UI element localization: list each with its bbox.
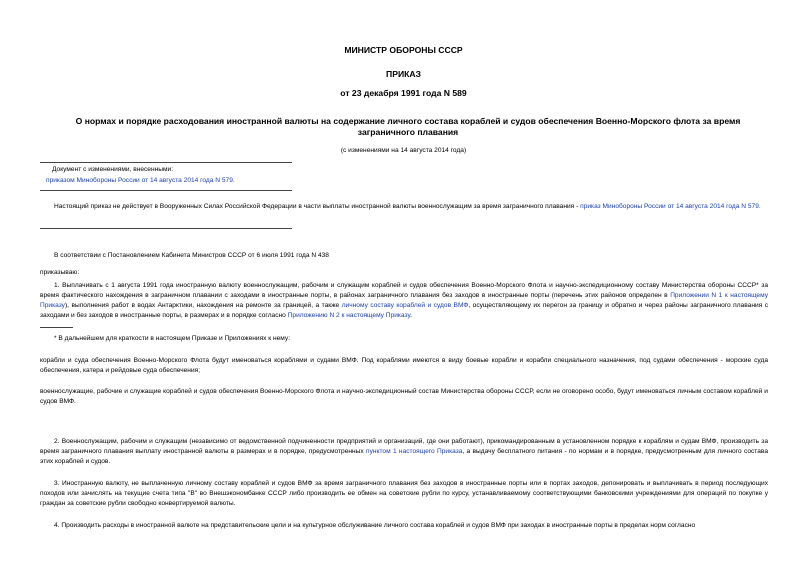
order-date: от 23 декабря 1991 года N 589 [340,88,467,98]
changes-link[interactable]: приказом Минобороны России от 14 августа 2014 года N 579. [46,177,235,184]
note-paragraph [40,202,768,212]
order-word: приказываю: [40,269,80,276]
note-text: Настоящий приказ не действует в Вооруженных Силах Российской Федерации в части выплаты иностранной валюты военнослужащим за время заграничного плавания - [54,203,579,210]
footnote-item-2: военнослужащие, рабочие и служащие кораблей и судов обеспечения Военно-Морского Флота и научно-экспедиционный состав Министерства обороны СССР, если не оговорено особо, будут именоваться личным составом кораблей и судов ВМФ. [40,388,768,405]
ministry-heading: МИНИСТР ОБОРОНЫ СССР [344,45,463,55]
document-title: О нормах и порядке расходования иностранной валюты на содержание личного состава кораблей и судов обеспечения Военно-Морского флота за время заграничного плавания [75,116,741,137]
basis-text: В соответствии с Постановлением Кабинета Министров СССР от 6 июля 1991 года N 438 [54,252,329,259]
footnote-item-1: корабли и суда обеспечения Военно-Морского Флота будут именоваться кораблями и судами ВМФ. Под кораблями имеются в виду боевые корабли и корабли специального назначения, под судами обеспечения - морские суда обеспечения, катера и рейдовые суда обеспечения; [40,357,768,374]
paragraph-1 [40,281,768,321]
divider [40,228,292,229]
document-subtitle: (с изменениями на 14 августа 2014 года) [340,147,467,154]
paragraph-2 [40,437,768,467]
p1-text-c: , осуществляющему их перегон за границу и обратно и через районы заграничного плавания с заходами и без заходов в иностранные порты, в размерах и в порядке согласно [40,301,768,319]
p1-text-b: ), выполнения работ в водах Антарктики, нахождения на ремонте за границей, а также [64,301,340,309]
p3-text: 3. Иностранную валюту, не выплаченную личному составу кораблей и судов ВМФ за время заграничного плавания без заходов в иностранные порты или в портах заходов, депонировать и выплачивать в период последующих походов или зачислять на текущие счета типа "В" во Внешэкономбанке СССР либо производить ее обмен на советские рубли по курсу, устанавливаемому соответствующими банковскими учреждениями для операций по покупке у граждан за советские рубли свободно конвертируемой валюты. [40,480,768,507]
p1-text-d: . [410,311,412,319]
footnote-head [40,334,768,344]
basis-paragraph [40,251,768,261]
footnote-divider [40,327,73,328]
paragraph-3 [40,479,768,509]
divider [40,190,292,191]
p1-text-a: 1. Выплачивать с 1 августа 1991 года иностранную валюту военнослужащим, рабочим и служащим кораблей и судов обеспечения Военно-Морского Флота и научно-экспедиционному составу Министерства обороны СССР* за время фактического нахождения в заграничном плавании с заходами в иностранные порты, в районах заграничного плавания без заходов в иностранные порты (перечень этих районов определен в [40,282,768,299]
p4-text: 4. Производить расходы в иностранной валюте на представительские цели и на культурное обслуживание личного состава кораблей и судов ВМФ при заходах в иностранные порты в пределах норм согласно [54,522,696,529]
appendix-1-link[interactable]: Приложении N 1 к настоящему Приказу [40,291,768,309]
p2-text-b: , а выдачу бесплатного питания - по нормам и в порядке, предусмотренным для личного состава этих кораблей и судов. [40,447,768,465]
clause-1-link[interactable]: пунктом 1 настоящего Приказа [366,447,463,455]
changes-label: Документ с изменениями, внесенными: [52,166,174,173]
paragraph-4 [40,521,768,531]
ship-personnel-link[interactable]: личному составу кораблей и судов ВМФ [341,301,469,309]
order-heading: ПРИКАЗ [386,69,421,79]
footnote-head-text: * В дальнейшем для краткости в настоящем Приказе и Приложениях к нему: [54,335,291,342]
appendix-2-link[interactable]: Приложению N 2 к настоящему Приказу [287,311,411,319]
note-link[interactable]: приказ Минобороны России от 14 августа 2014 года N 579. [580,203,761,210]
p2-text-a: 2. Военнослужащим, рабочим и служащим (независимо от ведомственной подчиненности предприятий и организаций, где они работают), прикомандированным в установленном порядке к кораблям и судам ВМФ, производить за время заграничного плавания выплату иностранной валюты в размерах и в порядке, предусмотренных [40,438,768,455]
divider [40,162,292,163]
